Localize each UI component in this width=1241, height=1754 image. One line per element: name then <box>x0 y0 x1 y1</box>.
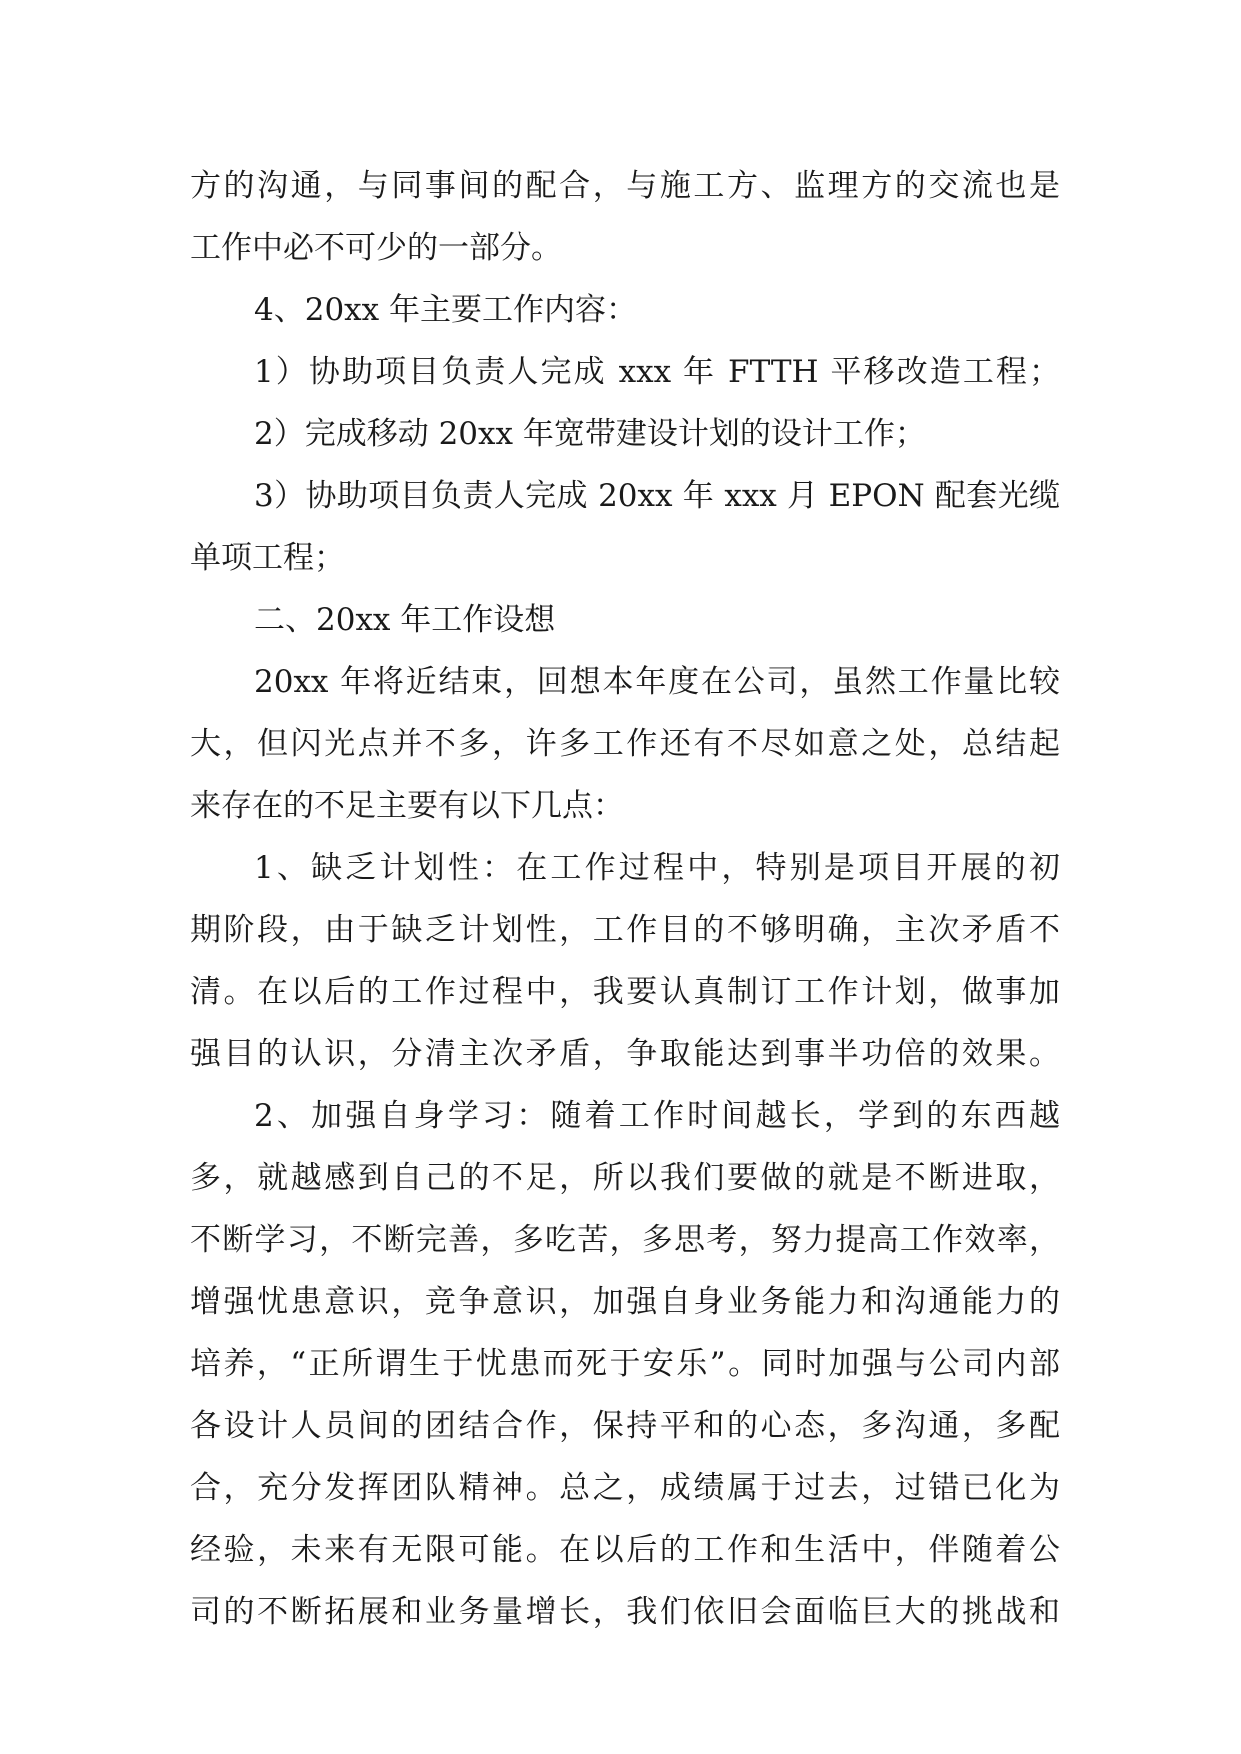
paragraph-line: 不断学习，不断完善，多吃苦，多思考，努力提高工作效率， <box>190 1222 1060 1258</box>
paragraph-line: 各设计人员间的团结合作，保持平和的心态，多沟通，多配 <box>190 1408 1060 1444</box>
paragraph-line: 大，但闪光点并不多，许多工作还有不尽如意之处，总结起 <box>190 726 1060 762</box>
list-item: 3）协助项目负责人完成 20xx 年 xxx 月 EPON 配套光缆 <box>254 478 1060 514</box>
paragraph-line: 合，充分发挥团队精神。总之，成绩属于过去，过错已化为 <box>190 1470 1060 1506</box>
paragraph-line: 单项工程； <box>190 540 345 576</box>
paragraph-line: 2、加强自身学习：随着工作时间越长，学到的东西越 <box>254 1098 1060 1134</box>
paragraph-line: 强目的认识，分清主次矛盾，争取能达到事半功倍的效果。 <box>190 1036 1060 1072</box>
paragraph-line: 期阶段，由于缺乏计划性，工作目的不够明确，主次矛盾不 <box>190 912 1060 948</box>
paragraph-line: 增强忧患意识，竞争意识，加强自身业务能力和沟通能力的 <box>190 1284 1060 1320</box>
paragraph-line: 清。在以后的工作过程中，我要认真制订工作计划，做事加 <box>190 974 1060 1010</box>
paragraph-line: 方的沟通，与同事间的配合，与施工方、监理方的交流也是 <box>190 168 1060 204</box>
paragraph-line: 经验，未来有无限可能。在以后的工作和生活中，伴随着公 <box>190 1532 1060 1568</box>
paragraph-line: 20xx 年将近结束，回想本年度在公司，虽然工作量比较 <box>254 664 1060 700</box>
paragraph-line: 工作中必不可少的一部分。 <box>190 230 562 266</box>
section-heading: 4、20xx 年主要工作内容： <box>254 292 637 328</box>
paragraph-line: 多，就越感到自己的不足，所以我们要做的就是不断进取， <box>190 1160 1060 1196</box>
list-item: 2）完成移动 20xx 年宽带建设计划的设计工作； <box>254 416 926 452</box>
paragraph-line: 司的不断拓展和业务量增长，我们依旧会面临巨大的挑战和 <box>190 1594 1060 1630</box>
paragraph-line: 来存在的不足主要有以下几点： <box>190 788 624 824</box>
list-item: 1）协助项目负责人完成 xxx 年 FTTH 平移改造工程； <box>254 354 1060 390</box>
document-body <box>190 160 1060 1648</box>
paragraph-line: 1、缺乏计划性：在工作过程中，特别是项目开展的初 <box>254 850 1060 886</box>
paragraph-line: 培养，“正所谓生于忧患而死于安乐”。同时加强与公司内部 <box>190 1346 1060 1382</box>
section-heading: 二、20xx 年工作设想 <box>254 602 556 638</box>
